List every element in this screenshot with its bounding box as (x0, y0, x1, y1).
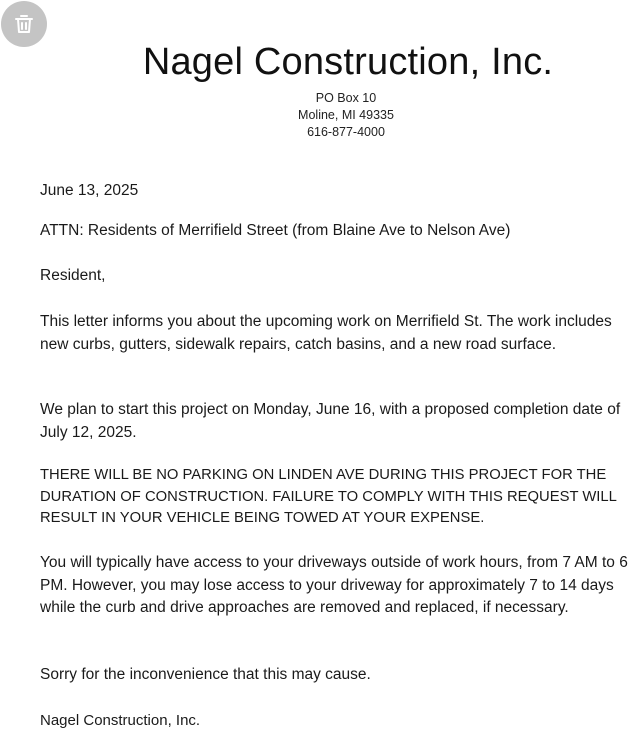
salutation: Resident, (40, 267, 106, 284)
schedule-paragraph: We plan to start this project on Monday, June 16, with a proposed completion date of July 12, 2025. (40, 401, 621, 441)
apology-line: Sorry for the inconvenience that this may cause. (40, 666, 371, 683)
phone-number: 616-877-4000 (307, 125, 385, 139)
letter-date: June 13, 2025 (40, 182, 139, 199)
signature: Nagel Construction, Inc. (40, 712, 201, 729)
attention-line: ATTN: Residents of Merrifield Street (from Blaine Ave to Nelson Ave) (40, 222, 511, 239)
company-address (236, 90, 456, 141)
company-name-heading: Nagel Construction, Inc. (142, 41, 554, 83)
parking-warning-paragraph: THERE WILL BE NO PARKING ON LINDEN AVE DURING THIS PROJECT FOR THE DURATION OF CONSTRUCTION. FAILURE TO COMPLY WITH THIS REQUEST WILL RESULT IN YOUR VEHICLE BEING TOWED AT YOUR EXPENSE. (40, 467, 617, 526)
address-line-2: Moline, MI 49335 (298, 108, 394, 122)
trash-icon (12, 12, 36, 36)
address-line-1: PO Box 10 (315, 91, 377, 105)
driveway-access-paragraph: You will typically have access to your driveways outside of work hours, from 7 AM to 6 PM. However, you may lose access to your driveway for approximately 7 to 14 days while the curb and drive approaches are removed and replaced, if necessary. (40, 554, 628, 616)
intro-paragraph: This letter informs you about the upcoming work on Merrifield St. The work includes new curbs, gutters, sidewalk repairs, catch basins, and a new road surface. (40, 313, 612, 353)
